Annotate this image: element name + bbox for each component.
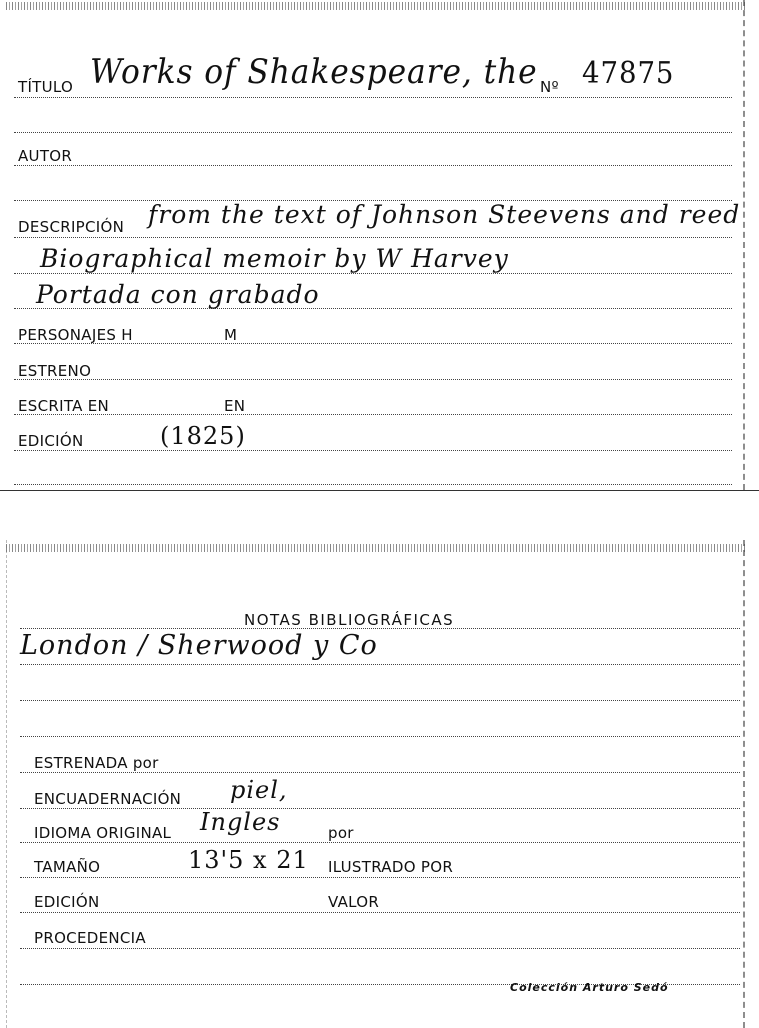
escrita-label: ESCRITA EN: [18, 397, 110, 415]
rule-tamano: [20, 877, 740, 878]
card-top-edge: [6, 2, 745, 10]
card-right-edge: [731, 0, 745, 490]
tamano-label: TAMAÑO: [34, 858, 101, 876]
card-top-edge: [6, 544, 745, 552]
rule-idioma: [20, 842, 740, 843]
descripcion-line-1: from the text of Johnson Steevens and reed: [148, 200, 741, 229]
tamano-value: 13'5 x 21: [188, 846, 309, 874]
rule-descripcion: [14, 237, 732, 238]
ilustrado-label: ILUSTRADO POR: [328, 858, 454, 876]
numero-label: Nº: [540, 78, 559, 96]
idioma-label: IDIOMA ORIGINAL: [34, 824, 172, 842]
procedencia-label: PROCEDENCIA: [34, 929, 146, 947]
rule-encuadernacion: [20, 808, 740, 809]
rule-titulo: [14, 97, 732, 98]
personajes-m-label: M: [224, 326, 238, 344]
bottom-catalog-card: [0, 540, 745, 1028]
rule-edicion: [20, 912, 740, 913]
titulo-value: Works of Shakespeare, the: [90, 52, 538, 92]
edicion-label: EDICIÓN: [34, 893, 100, 911]
personajes-label: PERSONAJES H: [18, 326, 133, 344]
rule-edicion: [14, 450, 732, 451]
rule: [14, 273, 732, 274]
card-separator: [0, 490, 759, 491]
collection-credit: Colección Arturo Sedó: [510, 981, 669, 994]
rule-escrita: [14, 414, 732, 415]
edicion-value: (1825): [160, 422, 246, 450]
encuadernacion-label: ENCUADERNACIÓN: [34, 790, 182, 808]
numero-value: 47875: [582, 56, 675, 91]
top-catalog-card: [0, 0, 745, 490]
autor-label: AUTOR: [18, 147, 73, 165]
notas-value: London / Sherwood y Co: [20, 630, 378, 661]
idioma-value: Ingles: [200, 808, 281, 836]
rule-procedencia: [20, 948, 740, 949]
rule: [14, 132, 732, 133]
descripcion-line-3: Portada con grabado: [36, 280, 320, 309]
rule: [20, 664, 740, 665]
descripcion-line-2: Biographical memoir by W Harvey: [40, 244, 509, 273]
estreno-label: ESTRENO: [18, 362, 92, 380]
rule: [20, 700, 740, 701]
card-right-edge: [731, 540, 745, 1028]
card-left-edge: [6, 540, 13, 1028]
titulo-label: TÍTULO: [18, 78, 74, 96]
rule-estrenada: [20, 772, 740, 773]
rule-autor: [14, 165, 732, 166]
rule: [14, 484, 732, 485]
edicion-label: EDICIÓN: [18, 432, 84, 450]
valor-label: VALOR: [328, 893, 380, 911]
estrenada-label: ESTRENADA por: [34, 754, 159, 772]
rule: [20, 736, 740, 737]
por-label: por: [328, 824, 354, 842]
notas-label: NOTAS BIBLIOGRÁFICAS: [244, 611, 455, 629]
encuadernacion-value: piel,: [230, 776, 288, 804]
en-label: EN: [224, 397, 246, 415]
descripcion-label: DESCRIPCIÓN: [18, 218, 125, 236]
rule-estreno: [14, 379, 732, 380]
